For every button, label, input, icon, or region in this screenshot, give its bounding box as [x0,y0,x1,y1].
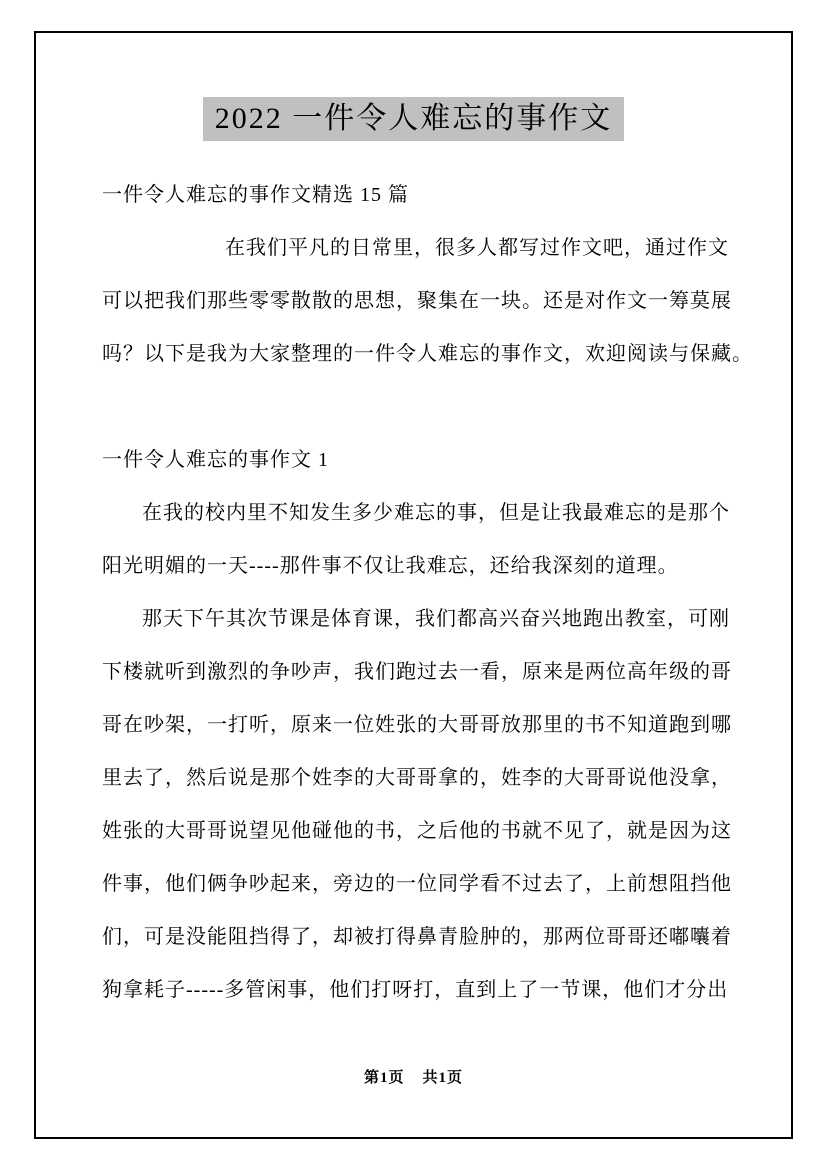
current-page-label: 第1页 [363,1070,405,1086]
document-title: 2022 一件令人难忘的事作文 [203,97,625,141]
text-line: 哥在吵架，一打听，原来一位姓张的大哥哥放那里的书不知道跑到哪 [102,714,732,736]
blank-line [102,381,761,434]
section-heading-line: 一件令人难忘的事作文 1 [102,449,329,471]
text-line: 在我们平凡的日常里，很多人都写过作文吧，通过作文 [225,237,729,259]
text-line: 可以把我们那些零零散散的思想，聚集在一块。还是对作文一筹莫展 [102,290,732,312]
text-line: 姓张的大哥哥说望见他碰他的书，之后他的书就不见了，就是因为这 [102,820,732,842]
total-pages-label: 共1页 [422,1070,464,1086]
text-line: 下楼就听到激烈的争吵声，我们跑过去一看，原来是两位高年级的哥 [102,661,732,683]
text-line: 一件令人难忘的事作文精选 15 篇 [102,184,409,206]
title-row [36,97,791,141]
document-page [34,31,793,1139]
text-line: 件事，他们俩争吵起来，旁边的一位同学看不过去了，上前想阻挡他 [102,873,732,895]
text-line: 狗拿耗子-----多管闲事，他们打呀打，直到上了一节课，他们才分出 [102,979,729,1001]
text-line: 里去了，然后说是那个姓李的大哥哥拿的，姓李的大哥哥说他没拿， [102,767,732,789]
page-footer [36,1066,791,1087]
text-line: 在我的校内里不知发生多少难忘的事，但是让我最难忘的是那个 [142,502,730,524]
text-line: 那天下午其次节课是体育课，我们都高兴奋兴地跑出教室，可刚 [142,608,730,630]
text-line: 们，可是没能阻挡得了，却被打得鼻青脸肿的，那两位哥哥还嘟囔着 [102,926,732,948]
text-line: 阳光明媚的一天----那件事不仅让我难忘，还给我深刻的道理。 [102,555,679,577]
text-line: 吗？以下是我为大家整理的一件令人难忘的事作文，欢迎阅读与保藏。 [102,343,753,365]
document-body [36,169,791,1017]
